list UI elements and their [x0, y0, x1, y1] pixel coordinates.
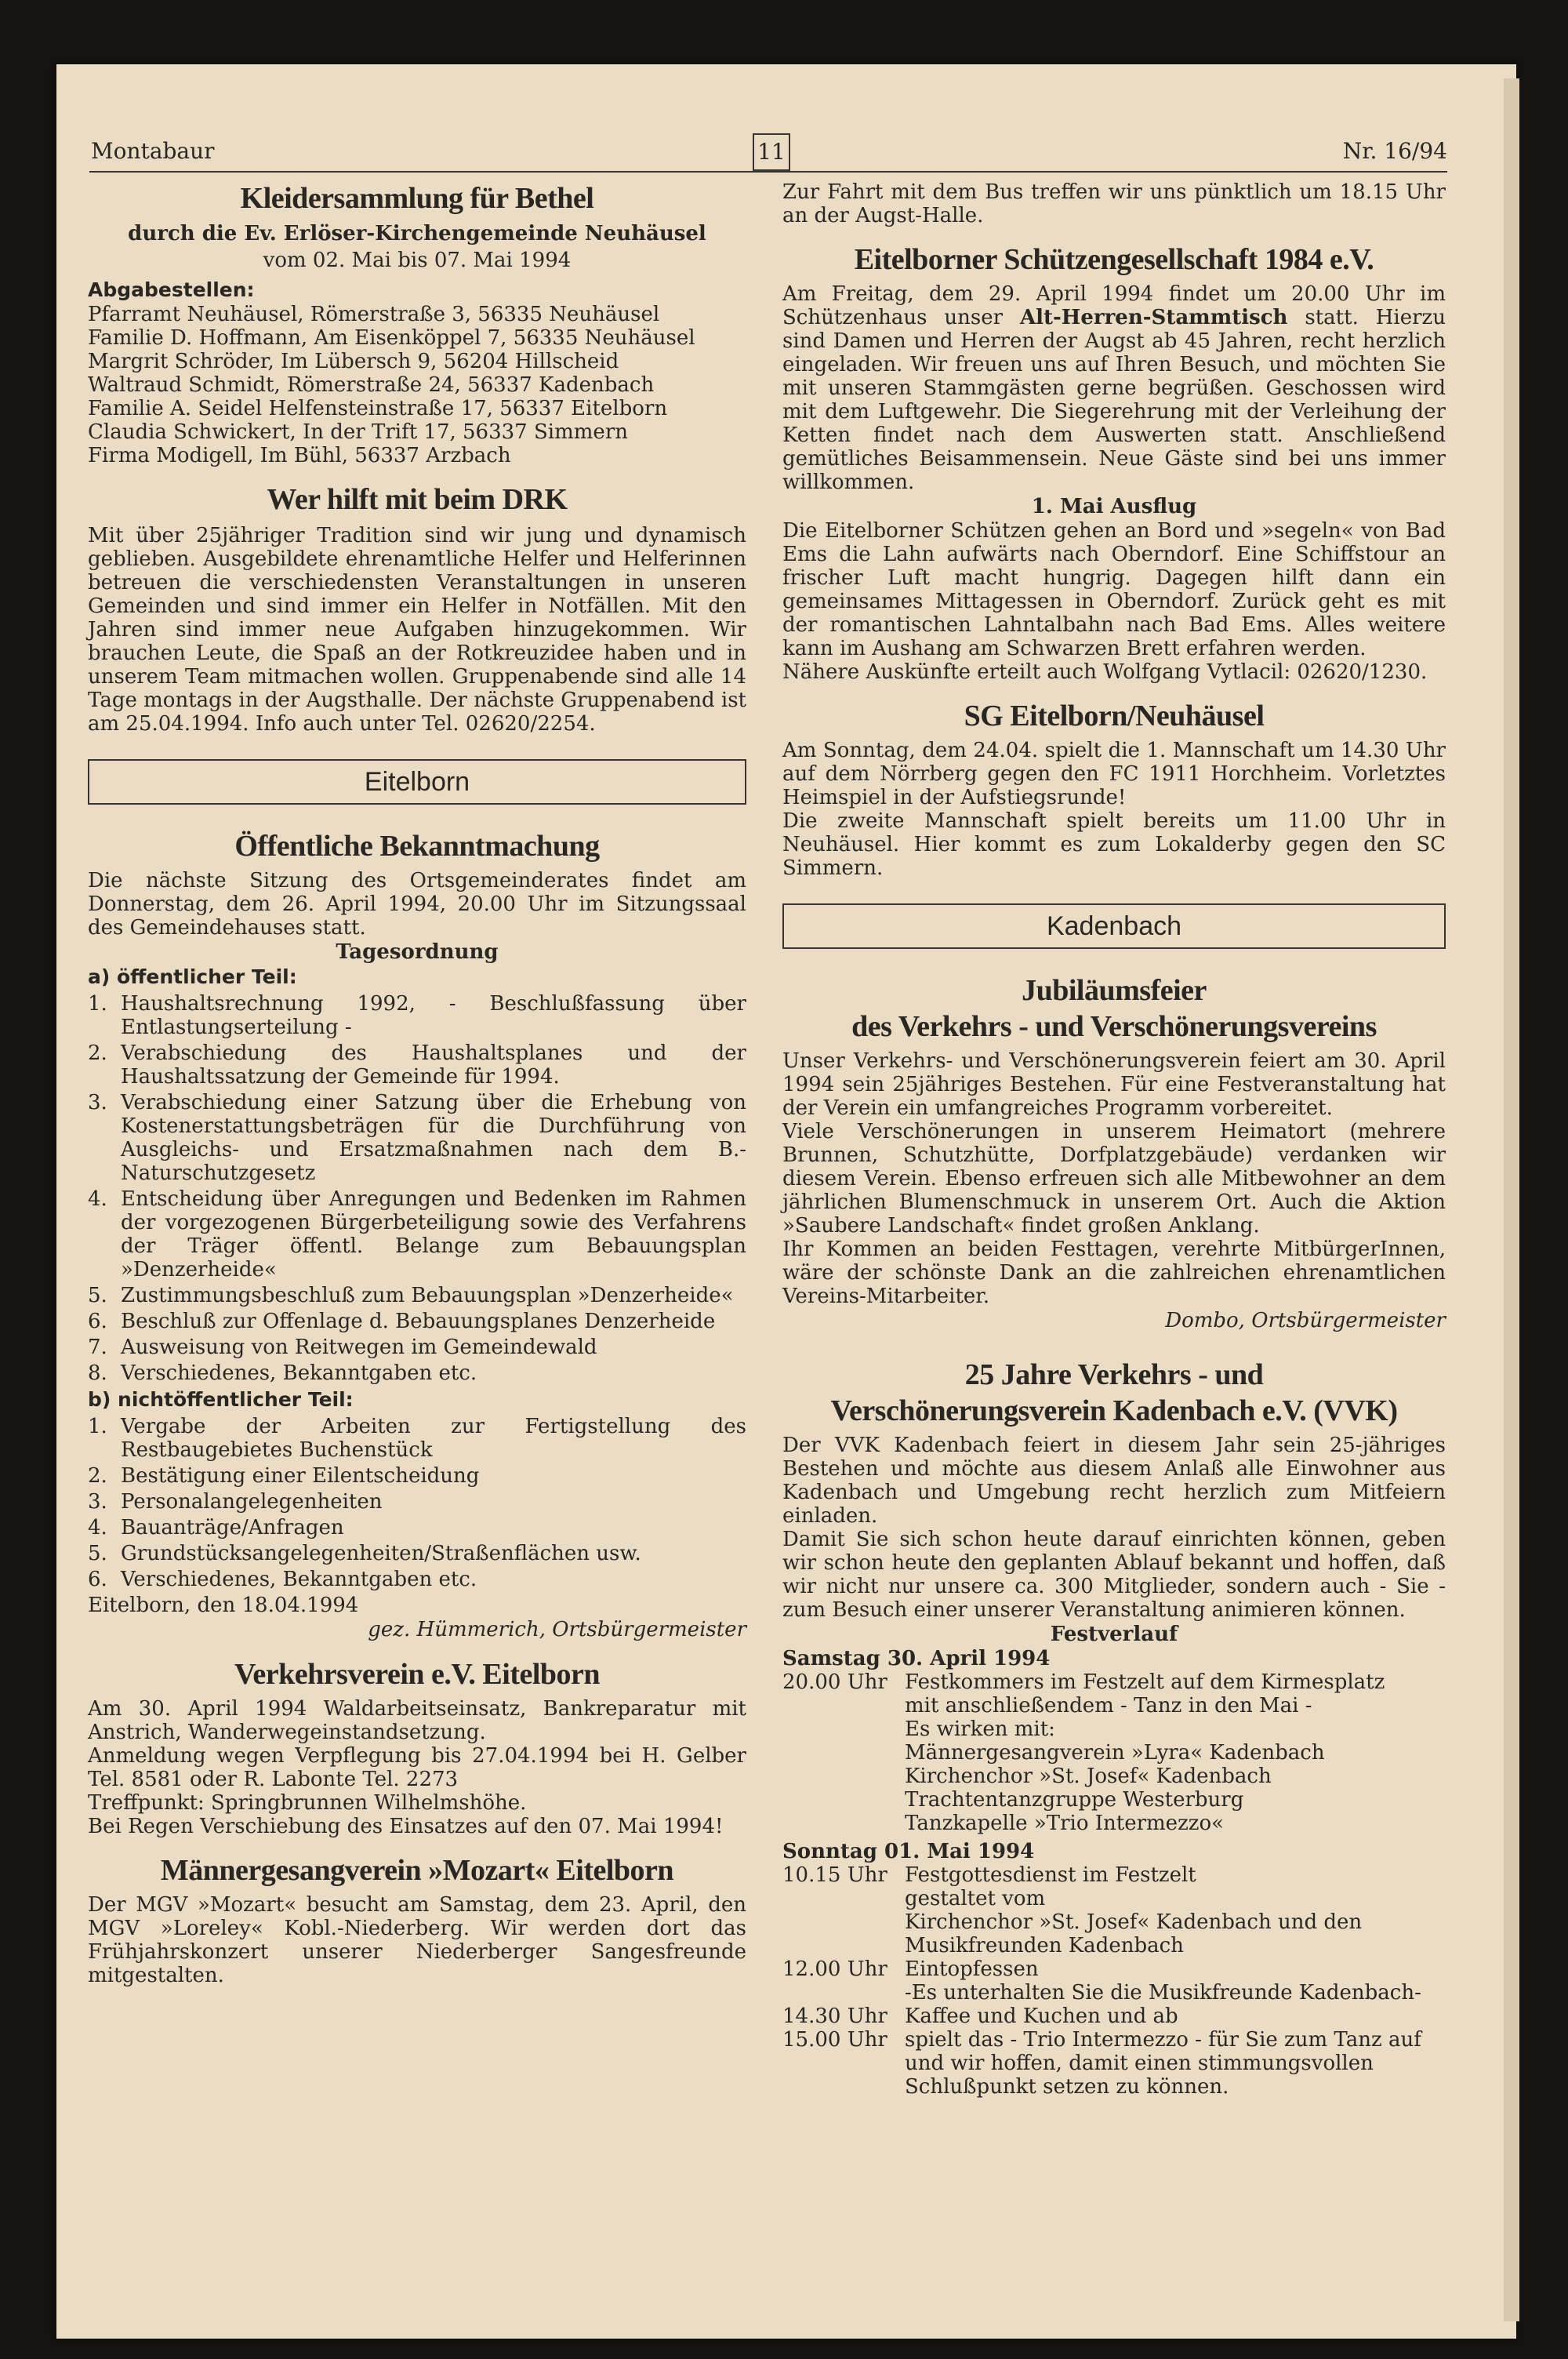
jubi-title: Jubiläumsfeier — [1022, 974, 1207, 1007]
schedule-time: 15.00 Uhr — [782, 2028, 887, 2052]
mozart-title: Männergesangverein »Mozart« Eitelborn — [160, 1854, 674, 1887]
public-agenda — [88, 992, 746, 1385]
day-heading: Sonntag 01. Mai 1994 — [782, 1840, 1035, 1863]
bethel-label: Abgabestellen: — [88, 278, 255, 301]
schuetzen-title: Eitelborner Schützengesellschaft 1984 e.V. — [854, 243, 1374, 276]
issue-number: Nr. 16/94 — [1342, 138, 1447, 164]
header-region: Montabaur — [91, 138, 215, 164]
schedule-time: 14.30 Uhr — [782, 2005, 887, 2028]
agenda-item: 4. Entscheidung über Anregungen und Bedenken im Rahmen der vorgezogenen Bürgerbeteiligung sowie des Verfahrens der Träger öffentl. Belange zum Bebauungsplan »Denzerheide« — [88, 1187, 746, 1281]
section-eitelborn: Eitelborn — [88, 759, 746, 805]
schedule-time: 10.15 Uhr — [782, 1863, 887, 1887]
schedule-time: 12.00 Uhr — [782, 1957, 887, 1981]
bekanntmachung-title: Öffentliche Bekanntmachung — [234, 830, 600, 863]
schedule-row: 15.00 Uhr spielt das - Trio Intermezzo - für Sie zum Tanz auf und wir hoffen, damit einen stimmungsvollen Schlußpunkt setzen zu können. — [782, 2028, 1421, 2099]
jubi-text: Ihr Kommen an beiden Festtagen, verehrte MitbürgerInnen, wäre der schönste Dank an die zahlreichen ehrenamtlichen Vereins-Mitarbeiter. — [782, 1238, 1446, 1308]
bethel-item: Claudia Schwickert, In der Trift 17, 56337 Simmern — [88, 420, 628, 444]
agenda-item: 6. Beschluß zur Offenlage d. Bebauungsplanes Denzerheide — [88, 1310, 716, 1333]
agenda-item: 5. Zustimmungsbeschluß zum Bebauungsplan »Denzerheide« — [88, 1284, 734, 1307]
agenda-item: 3. Personalangelegenheiten — [88, 1490, 383, 1514]
bethel-item: Familie A. Seidel Helfensteinstraße 17, 56337 Eitelborn — [88, 397, 668, 420]
bethel-item: Pfarramt Neuhäusel, Römerstraße 3, 56335 Neuhäusel — [88, 303, 660, 326]
agenda-item: 1. Haushaltsrechnung 1992, - Beschlußfassung über Entlastungserteilung - — [88, 992, 746, 1039]
tagesordnung-heading: Tagesordnung — [336, 940, 499, 964]
drk-text: Mit über 25jähriger Tradition sind wir jung und dynamisch geblieben. Ausgebildete ehrenamtliche Helfer und Helferinnen betreuen die verschiedensten Veranstaltungen in unseren Gemeinden und sind immer ein Helfer in Notfällen. Mit den Jahren sind immer neue Aufgaben hinzugekommen. Wir brauchen Leute, die Spaß an der Rotkreuzidee haben und in unserem Team mitmachen wollen. Gruppenabende sind alle 14 Tage montags in der Augsthalle. Der nächste Gruppenabend ist am 25.04.1994. Info auch unter Tel. 02620/2254. — [88, 524, 746, 736]
bethel-subtitle: durch die Ev. Erlöser-Kirchengemeinde Neuhäusel — [128, 222, 706, 245]
schedule-time: 20.00 Uhr — [782, 1670, 887, 1694]
bekanntmachung-intro: Die nächste Sitzung des Ortsgemeinderates findet am Donnerstag, dem 26. April 1994, 20.00 Uhr im Sitzungssaal des Gemeindehauses statt. — [88, 869, 746, 940]
bethel-item: Firma Modigell, Im Bühl, 56337 Arzbach — [88, 444, 511, 467]
public-part-label: a) öffentlicher Teil: — [88, 965, 297, 988]
schedule-row: 10.15 Uhr Festgottesdienst im Festzelt gestaltet vom Kirchenchor »St. Josef« Kadenbach und den Musikfreunden Kadenbach — [782, 1863, 1363, 1957]
agenda-item: 8. Verschiedenes, Bekanntgaben etc. — [88, 1361, 477, 1385]
schuetzen-text: Am Freitag, dem 29. April 1994 findet um 20.00 Uhr im Schützenhaus unser Alt-Herren-Stammtisch statt. Hierzu sind Damen und Herren der Augst ab 45 Jahren, recht herzlich eingeladen. Wir freuen uns auf Ihren Besuch, und möchten Sie mit unseren Stammgästen gerne begrüßen. Geschossen wird mit dem Luftgewehr. Die Siegerehrung mit der Verleihung der Ketten findet nach dem Auswerten statt. Anschließend gemütliches Beisammensein. Neue Gäste sind bei uns immer willkommen. — [782, 282, 1446, 494]
vvk-title-2: Verschönerungsverein Kadenbach e.V. (VVK) — [830, 1394, 1398, 1427]
schedule-row: 20.00 Uhr Festkommers im Festzelt auf dem Kirmesplatz mit anschließendem - Tanz in den Mai - Es wirken mit: Männergesangverein »Lyra« Kadenbach Kirchenchor »St. Josef« Kadenbach Trachtentanzgruppe Westerburg Tanzkapelle »Trio Intermezzo« — [782, 1670, 1385, 1835]
agenda-item: 2. Verabschiedung des Haushaltsplanes und der Haushaltssatzung der Gemeinde für 1994. — [88, 1041, 746, 1089]
verkehrsverein-line: Treffpunkt: Springbrunnen Wilhelmshöhe. — [88, 1791, 527, 1815]
schedule-row: 12.00 Uhr Eintopfessen -Es unterhalten Sie die Musikfreunde Kadenbach- — [782, 1957, 1421, 2005]
agenda-item: 4. Bauanträge/Anfragen — [88, 1516, 344, 1539]
vvk-text: Der VVK Kadenbach feiert in diesem Jahr sein 25-jähriges Bestehen und möchte aus diesem Anlaß alle Einwohner aus Kadenbach und Umgebung recht herzlich zum Mitfeiern einladen. — [782, 1434, 1446, 1528]
bethel-item: Waltraud Schmidt, Römerstraße 24, 56337 Kadenbach — [88, 373, 655, 397]
sg-title: SG Eitelborn/Neuhäusel — [964, 700, 1265, 732]
ausflug-heading: 1. Mai Ausflug — [1031, 495, 1197, 518]
drk-title: Wer hilft mit beim DRK — [267, 483, 568, 516]
jubi-signature: Dombo, Ortsbürgermeister — [1165, 1309, 1446, 1332]
private-part-label: b) nichtöffentlicher Teil: — [88, 1388, 354, 1411]
left-column — [88, 180, 746, 1987]
sg-text: Die zweite Mannschaft spielt bereits um 11.00 Uhr in Neuhäusel. Hier kommt es zum Lokalderby gegen den SC Simmern. — [782, 809, 1446, 880]
agenda-item: 7. Ausweisung von Reitwegen im Gemeindewald — [88, 1336, 597, 1359]
day-heading: Samstag 30. April 1994 — [782, 1647, 1051, 1670]
right-column — [782, 180, 1446, 2099]
agenda-item: 5. Grundstücksangelegenheiten/Straßenflächen usw. — [88, 1542, 641, 1565]
agenda-item: 2. Bestätigung einer Eilentscheidung — [88, 1464, 480, 1488]
verkehrsverein-line: Anmeldung wegen Verpflegung bis 27.04.1994 bei H. Gelber Tel. 8581 oder R. Labonte Tel. 2273 — [88, 1744, 746, 1791]
verkehrsverein-line: Am 30. April 1994 Waldarbeitseinsatz, Bankreparatur mit Anstrich, Wanderwegeinstandsetzung. — [88, 1697, 746, 1744]
schuetzen-contact: Nähere Auskünfte erteilt auch Wolfgang Vytlacil: 02620/1230. — [782, 660, 1428, 684]
jubi-text: Unser Verkehrs- und Verschönerungsverein feiert am 30. April 1994 sein 25jähriges Bestehen. Für eine Festveranstaltung hat der Verein ein umfangreiches Programm vorbereitet. — [782, 1049, 1446, 1120]
mozart-text: Der MGV »Mozart« besucht am Samstag, dem 23. April, den MGV »Loreley« Kobl.-Niederberg. Wir werden dort das Frühjahrskonzert unserer Niederberger Sangesfreunde mitgestalten. — [88, 1893, 746, 1987]
verkehrsverein-line: Bei Regen Verschiebung des Einsatzes auf den 07. Mai 1994! — [88, 1815, 724, 1838]
vvk-title: 25 Jahre Verkehrs - und — [964, 1358, 1264, 1391]
page-number: 11 — [753, 133, 790, 171]
bekanntmachung-date: Eitelborn, den 18.04.1994 — [88, 1594, 359, 1617]
bethel-dates: vom 02. Mai bis 07. Mai 1994 — [263, 249, 572, 272]
bekanntmachung-signature: gez. Hümmerich, Ortsbürgermeister — [368, 1618, 746, 1641]
vvk-text: Damit Sie sich schon heute darauf einrichten können, geben wir schon heute den geplanten Ablauf bekannt und hoffen, daß wir nicht nur unsere ca. 300 Mitglieder, sondern auch - Sie - zum Besuch einer unserer Veranstaltung animieren können. — [782, 1528, 1446, 1622]
page-edge — [1504, 78, 1519, 2321]
schedule-row: 14.30 Uhr Kaffee und Kuchen und ab — [782, 2005, 1178, 2028]
bus-text: Zur Fahrt mit dem Bus treffen wir uns pünktlich um 18.15 Uhr an der Augst-Halle. — [782, 180, 1446, 227]
agenda-item: 6. Verschiedenes, Bekanntgaben etc. — [88, 1568, 477, 1591]
bethel-item: Familie D. Hoffmann, Am Eisenköppel 7, 56335 Neuhäusel — [88, 326, 695, 350]
private-agenda — [88, 1415, 746, 1591]
section-kadenbach: Kadenbach — [782, 903, 1446, 949]
page-header — [89, 133, 1447, 173]
sg-text: Am Sonntag, dem 24.04. spielt die 1. Mannschaft um 14.30 Uhr auf dem Nörrberg gegen den FC 1911 Horchheim. Vorletztes Heimspiel in der Aufstiegsrunde! — [782, 739, 1446, 809]
jubi-title-2: des Verkehrs - und Verschönerungsvereins — [851, 1010, 1377, 1043]
agenda-item: 3. Verabschiedung einer Satzung über die Erhebung von Kostenerstattungsbeträgen für die Durchführung von Ausgleichs- und Ersatzmaßnahmen nach dem B.-Naturschutzgesetz — [88, 1091, 746, 1185]
agenda-item: 1. Vergabe der Arbeiten zur Fertigstellung des Restbaugebietes Buchenstück — [88, 1415, 746, 1462]
festverlauf-heading: Festverlauf — [1050, 1623, 1178, 1646]
verkehrsverein-title: Verkehrsverein e.V. Eitelborn — [234, 1658, 601, 1691]
bethel-item: Margrit Schröder, Im Lübersch 9, 56204 Hillscheid — [88, 350, 619, 373]
jubi-text: Viele Verschönerungen in unserem Heimatort (mehrere Brunnen, Schutzhütte, Dorfplatzgebäude) verdanken wir diesem Verein. Ebenso erfreuen sich alle Mitbewohner an dem jährlichen Blumenschmuck in unserem Ort. Auch die Aktion »Saubere Landschaft« findet großen Anklang. — [782, 1120, 1446, 1238]
bethel-title: Kleidersammlung für Bethel — [240, 182, 594, 215]
ausflug-text: Die Eitelborner Schützen gehen an Bord und »segeln« von Bad Ems die Lahn aufwärts nach Oberndorf. Eine Schiffstour an frischer Luft macht hungrig. Dagegen hilft dann ein gemeinsames Mittagessen in Oberndorf. Zurück geht es mit der romantischen Lahntalbahn nach Bad Ems. Alles weitere kann im Aushang am Schwarzen Brett erfahren werden. — [782, 519, 1446, 660]
stammtisch-name: Alt-Herren-Stammtisch — [1019, 306, 1288, 329]
